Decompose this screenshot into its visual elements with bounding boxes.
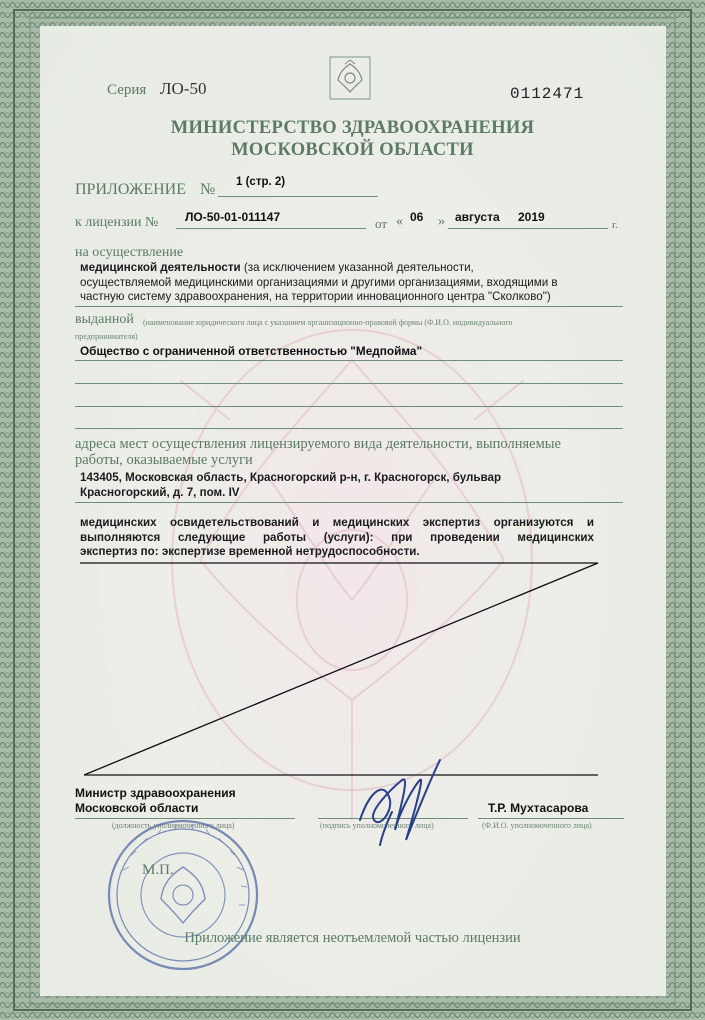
addresses-label-line1: адреса мест осуществления лицензируемого вида деятельности, выполняемые <box>75 436 561 452</box>
mp-label: М.П. <box>142 862 174 878</box>
issued-label: выданной <box>75 312 134 327</box>
addresses-label-line2: работы, оказываемые услуги <box>75 452 253 468</box>
quote-open: « <box>396 214 403 229</box>
activity-line3: частную систему здравоохранения, на территории инновационного центра "Сколково") <box>80 290 551 303</box>
issued-hint-line2: предпринимателя) <box>75 332 138 341</box>
activity-label: на осуществление <box>75 245 184 260</box>
license-label: к лицензии № <box>75 215 159 230</box>
ministry-title-line2: МОСКОВСКОЙ ОБЛАСТИ <box>231 140 474 160</box>
appendix-number: 1 (стр. 2) <box>236 176 286 188</box>
services-line3: экспертиз по: экспертизе временной нетрудоспособности. <box>80 545 420 558</box>
activity-line1-rest: (за исключением указанной деятельности, <box>240 261 474 274</box>
series-value: ЛО-50 <box>160 79 207 98</box>
ministry-title-line1: МИНИСТЕРСТВО ЗДРАВООХРАНЕНИЯ <box>170 118 535 138</box>
license-day: 06 <box>410 210 424 224</box>
year-suffix: г. <box>612 219 619 231</box>
appendix-label: ПРИЛОЖЕНИЕ <box>75 181 187 198</box>
activity-line2: осуществляемой медицинскими организациями и другими организациями, входящими в <box>80 275 558 289</box>
name-hint: (Ф.И.О. уполномоченного лица) <box>482 821 592 830</box>
position-hint: (должность уполномоченного лица) <box>112 821 235 830</box>
handwritten-signature <box>340 750 460 865</box>
document-number: 0112471 <box>510 85 585 103</box>
series-label: Серия <box>107 82 147 98</box>
quote-close: » <box>438 214 445 229</box>
address-line2: Красногорский, д. 7, пом. IV <box>80 485 240 499</box>
signatory-name: Т.Р. Мухтасарова <box>488 801 589 815</box>
official-seal-stamp <box>103 815 263 975</box>
services-line1: медицинских освидетельствований и медицинских экспертиз организуются и <box>80 516 594 529</box>
address-line1: 143405, Московская область, Красногорский р-н, г. Красногорск, бульвар <box>80 471 502 484</box>
date-from-label: от <box>375 216 388 231</box>
license-month: августа <box>455 210 500 224</box>
services-line2: выполняются следующие работы (услуги): при проведении медицинских <box>80 530 594 544</box>
license-year: 2019 <box>518 210 545 224</box>
activity-bold: медицинской деятельности <box>80 261 241 274</box>
footer-note: Приложение является неотъемлемой частью лицензии <box>184 930 521 946</box>
issued-hint-line1: (наименование юридического лица с указанием организационно-правовой формы (Ф.И.О. индивидуального <box>143 318 513 327</box>
signatory-position-line1: Министр здравоохранения <box>75 786 236 800</box>
signatory-position-line2: Московской области <box>75 801 199 815</box>
issued-org-name: Общество с ограниченной ответственностью "Медпойма" <box>80 344 423 358</box>
appendix-no-sign: № <box>200 181 216 198</box>
name-underline <box>478 818 624 819</box>
signature-hint: (подпись уполномоченного лица) <box>320 821 434 830</box>
license-number: ЛО-50-01-011147 <box>185 210 281 224</box>
